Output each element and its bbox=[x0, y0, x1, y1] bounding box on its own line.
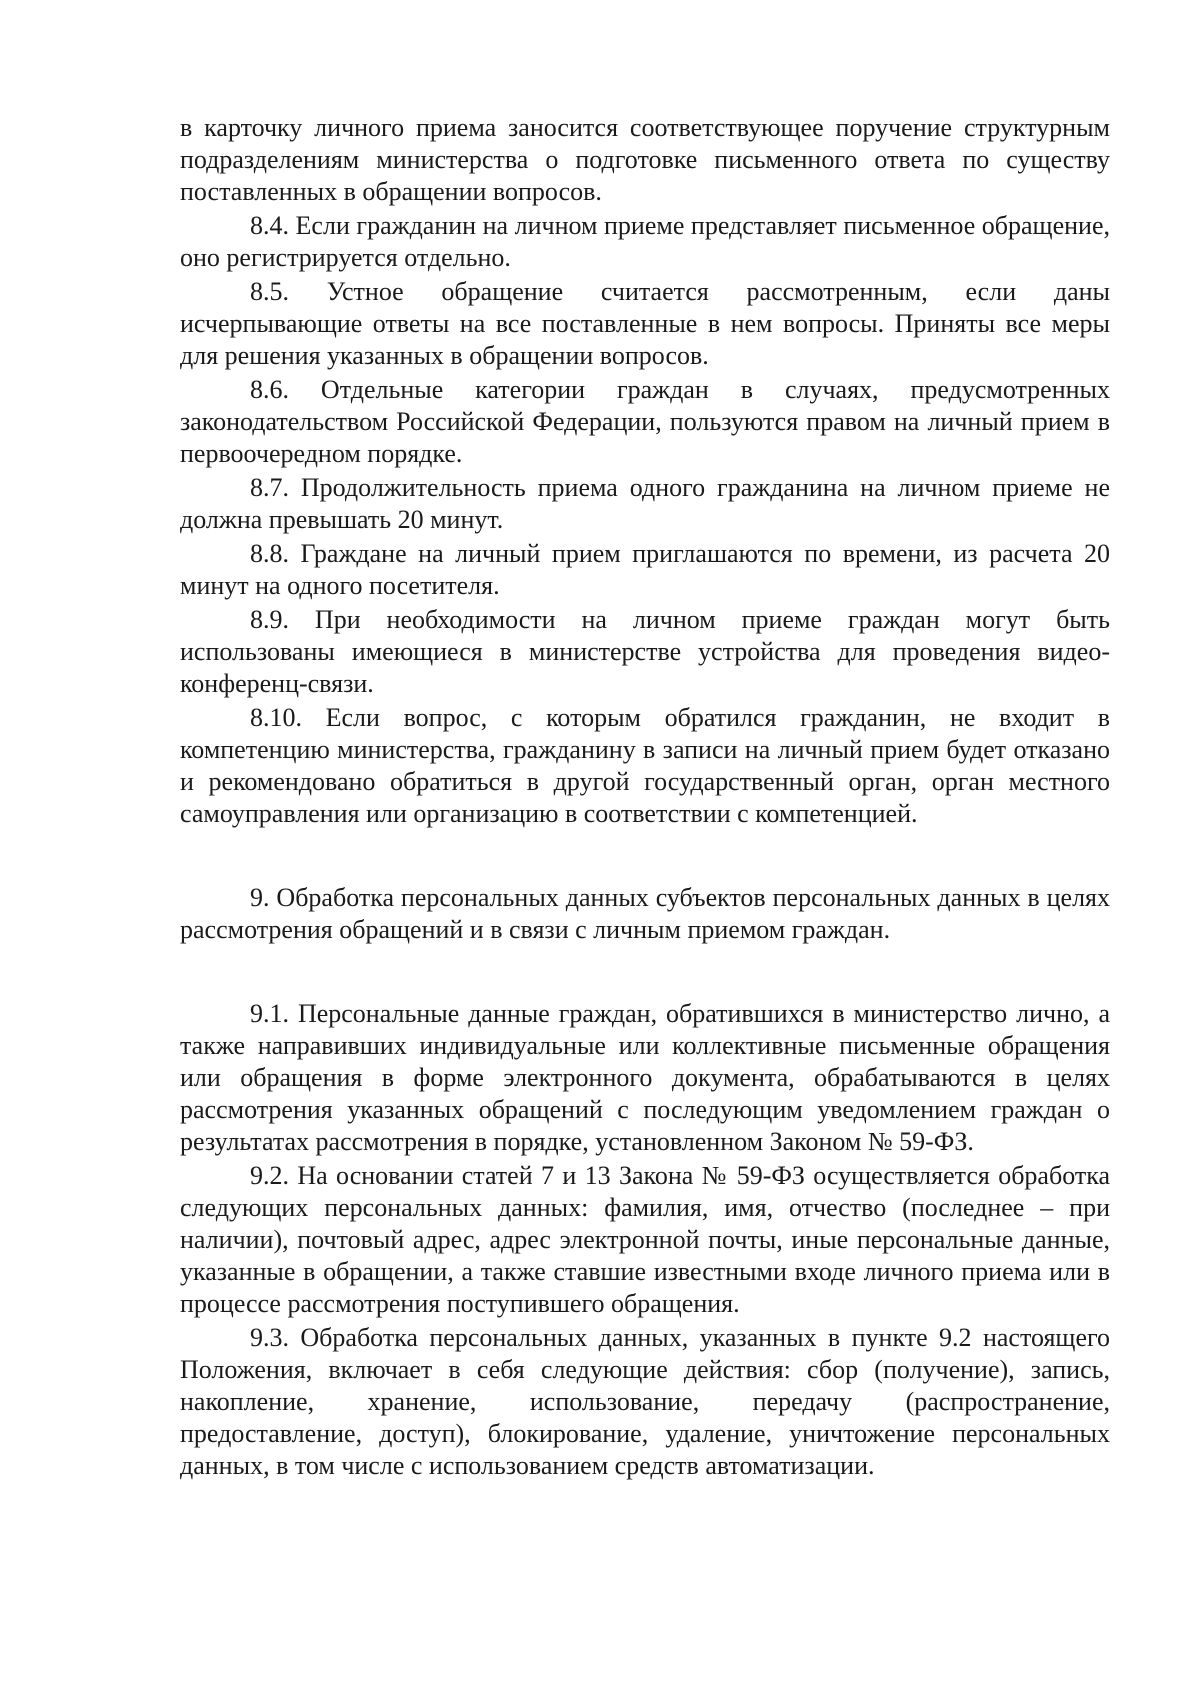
paragraph-8-5: 8.5. Устное обращение считается рассмотренным, если даны исчерпывающие ответы на все поставленные в нем вопросы. Приняты все меры для решения указанных в обращении вопросов. bbox=[180, 277, 1110, 370]
paragraph-continuation: в карточку личного приема заносится соответствующее поручение структурным подразделениям министерства о подготовке письменного ответа по существу поставленных в обращении вопросов. bbox=[180, 113, 1110, 206]
paragraph-8-4: 8.4. Если гражданин на личном приеме представляет письменное обращение, оно регистрируется отдельно. bbox=[180, 211, 1110, 272]
paragraph-9-2: 9.2. На основании статей 7 и 13 Закона № 59-ФЗ осуществляется обработка следующих персональных данных: фамилия, имя, отчество (последнее – при наличии), почтовый адрес, адрес электронной почты, иные персональные данные, указанные в обращении, а также ставшие известными входе личного приема или в процессе рассмотрения поступившего обращения. bbox=[180, 1161, 1110, 1318]
paragraph-8-9: 8.9. При необходимости на личном приеме граждан могут быть использованы имеющиеся в министерстве устройства для проведения видео-конференц-связи. bbox=[180, 605, 1110, 698]
paragraph-8-10: 8.10. Если вопрос, с которым обратился гражданин, не входит в компетенцию министерства, гражданину в записи на личный прием будет отказано и рекомендовано обратиться в другой государственный орган, орган местного самоуправления или организацию в соответствии с компетенцией. bbox=[180, 703, 1110, 828]
section-9-heading: 9. Обработка персональных данных субъектов персональных данных в целях рассмотрения обращений и в связи с личным приемом граждан. bbox=[180, 883, 1110, 944]
paragraph-8-8: 8.8. Граждане на личный прием приглашаются по времени, из расчета 20 минут на одного посетителя. bbox=[180, 539, 1110, 600]
paragraph-8-7: 8.7. Продолжительность приема одного гражданина на личном приеме не должна превышать 20 минут. bbox=[180, 473, 1110, 534]
paragraph-9-3: 9.3. Обработка персональных данных, указанных в пункте 9.2 настоящего Положения, включает в себя следующие действия: сбор (получение), запись, накопление, хранение, использование, передачу (распространение, предоставление, доступ), блокирование, удаление, уничтожение персональных данных, в том числе с использованием средств автоматизации. bbox=[180, 1323, 1110, 1480]
paragraph-9-1: 9.1. Персональные данные граждан, обратившихся в министерство лично, а также направивших индивидуальные или коллективные письменные обращения или обращения в форме электронного документа, обрабатываются в целях рассмотрения указанных обращений с последующим уведомлением граждан о результатах рассмотрения в порядке, установленном Законом № 59-ФЗ. bbox=[180, 999, 1110, 1156]
paragraph-8-6: 8.6. Отдельные категории граждан в случаях, предусмотренных законодательством Российской Федерации, пользуются правом на личный прием в первоочередном порядке. bbox=[180, 375, 1110, 468]
